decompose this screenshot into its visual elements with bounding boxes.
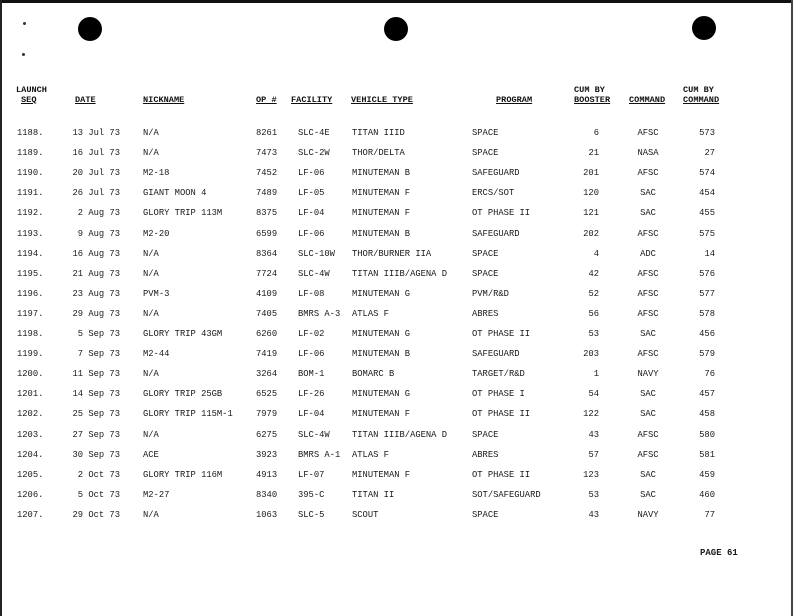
facility-cell: SLC-2W — [298, 148, 330, 159]
cum-by-command-cell: 574 — [699, 168, 715, 179]
command-cell: SAC — [640, 469, 656, 480]
cum-by-command-cell: 575 — [699, 228, 715, 239]
vehicle-type-cell: MINUTEMAN B — [352, 349, 411, 360]
launch-seq-cell: 1207. — [17, 509, 44, 520]
table-row — [0, 267, 793, 281]
table-row — [0, 146, 793, 160]
cum-by-booster-cell: 21 — [588, 148, 599, 159]
op-number-cell: 3264 — [256, 369, 278, 380]
cum-by-booster-cell: 42 — [588, 268, 599, 279]
launch-date-cell: 7 Sep 73 — [77, 349, 120, 360]
facility-cell: SLC-10W — [298, 248, 335, 259]
command-cell: AFSC — [637, 449, 659, 460]
launch-date-cell: 29 Oct 73 — [72, 509, 120, 520]
program-cell: SPACE — [472, 509, 499, 520]
nickname-cell: M2-44 — [143, 349, 170, 360]
program-cell: OT PHASE II — [472, 469, 531, 480]
vehicle-type-cell: MINUTEMAN F — [352, 208, 411, 219]
nickname-cell: GLORY TRIP 115M-1 — [143, 409, 233, 420]
nickname-cell: N/A — [143, 308, 159, 319]
op-number-cell: 3923 — [256, 449, 278, 460]
launch-seq-cell: 1196. — [17, 288, 44, 299]
cum-by-command-cell: 580 — [699, 429, 715, 440]
cum-by-booster-cell: 120 — [583, 188, 599, 199]
facility-cell: LF-06 — [298, 228, 325, 239]
launch-seq-cell: 1205. — [17, 469, 44, 480]
cum-by-booster-cell: 201 — [583, 168, 599, 179]
facility-cell: LF-04 — [298, 208, 325, 219]
cum-by-command-cell: 459 — [699, 469, 715, 480]
program-cell: ABRES — [472, 308, 499, 319]
header-date: DATE — [75, 95, 96, 105]
cum-by-command-cell: 576 — [699, 268, 715, 279]
facility-cell: SLC-4W — [298, 268, 330, 279]
op-number-cell: 7405 — [256, 308, 278, 319]
program-cell: SAFEGUARD — [472, 228, 520, 239]
nickname-cell: N/A — [143, 268, 159, 279]
cum-by-command-cell: 455 — [699, 208, 715, 219]
cum-by-command-cell: 14 — [704, 248, 715, 259]
command-cell: NASA — [637, 148, 659, 159]
cum-by-command-cell: 581 — [699, 449, 715, 460]
launch-seq-cell: 1193. — [17, 228, 44, 239]
facility-cell: LF-08 — [298, 288, 325, 299]
launch-seq-cell: 1201. — [17, 389, 44, 400]
header-cum-by-booster: CUM BY BOOSTER — [574, 85, 611, 105]
op-number-cell: 7979 — [256, 409, 278, 420]
op-number-cell: 6599 — [256, 228, 278, 239]
table-row — [0, 468, 793, 482]
program-cell: PVM/R&D — [472, 288, 509, 299]
op-number-cell: 6525 — [256, 389, 278, 400]
command-cell: SAC — [640, 208, 656, 219]
cum-by-command-cell: 457 — [699, 389, 715, 400]
op-number-cell: 7473 — [256, 148, 278, 159]
cum-by-command-cell: 458 — [699, 409, 715, 420]
cum-by-booster-cell: 43 — [588, 429, 599, 440]
vehicle-type-cell: MINUTEMAN F — [352, 469, 411, 480]
nickname-cell: N/A — [143, 128, 159, 138]
vehicle-type-cell: MINUTEMAN B — [352, 228, 411, 239]
command-cell: SAC — [640, 409, 656, 420]
nickname-cell: N/A — [143, 369, 159, 380]
nickname-cell: GLORY TRIP 113M — [143, 208, 223, 219]
nickname-cell: N/A — [143, 148, 159, 159]
command-cell: AFSC — [637, 168, 659, 179]
op-number-cell: 8340 — [256, 489, 278, 500]
facility-cell: BOM-1 — [298, 369, 325, 380]
cum-by-command-cell: 27 — [704, 148, 715, 159]
op-number-cell: 7489 — [256, 188, 278, 199]
command-cell: AFSC — [637, 429, 659, 440]
program-cell: SPACE — [472, 429, 499, 440]
facility-cell: LF-06 — [298, 168, 325, 179]
launch-seq-cell: 1198. — [17, 329, 44, 339]
op-number-cell: 4109 — [256, 288, 278, 299]
launch-seq-cell: 1194. — [17, 248, 44, 259]
command-cell: SAC — [640, 188, 656, 199]
cum-by-booster-cell: 43 — [588, 509, 599, 520]
launch-seq-cell: 1199. — [17, 349, 44, 360]
table-row — [0, 287, 793, 301]
table-row — [0, 126, 793, 140]
command-cell: AFSC — [637, 308, 659, 319]
vehicle-type-cell: MINUTEMAN G — [352, 288, 411, 299]
launch-seq-cell: 1206. — [17, 489, 44, 500]
vehicle-type-cell: TITAN IIIB/AGENA D — [352, 268, 448, 279]
page-number: PAGE 61 — [700, 548, 738, 558]
program-cell: SPACE — [472, 128, 499, 138]
op-number-cell: 6260 — [256, 329, 278, 339]
vehicle-type-cell: MINUTEMAN F — [352, 188, 411, 199]
nickname-cell: GLORY TRIP 43GM — [143, 329, 223, 339]
facility-cell: SLC-4E — [298, 128, 330, 138]
header-program: PROGRAM — [496, 95, 533, 105]
op-number-cell: 1063 — [256, 509, 278, 520]
vehicle-type-cell: ATLAS F — [352, 308, 389, 319]
cum-by-booster-cell: 202 — [583, 228, 599, 239]
launch-date-cell: 14 Sep 73 — [72, 389, 120, 400]
launch-seq-cell: 1200. — [17, 369, 44, 380]
launch-date-cell: 5 Sep 73 — [77, 329, 120, 339]
header-command: COMMAND — [629, 95, 666, 105]
program-cell: SAFEGUARD — [472, 168, 520, 179]
launch-seq-cell: 1189. — [17, 148, 44, 159]
vehicle-type-cell: MINUTEMAN G — [352, 389, 411, 400]
vehicle-type-cell: TITAN IIIB/AGENA D — [352, 429, 448, 440]
program-cell: OT PHASE II — [472, 409, 531, 420]
table-row — [0, 227, 793, 241]
table-row — [0, 428, 793, 442]
launch-date-cell: 20 Jul 73 — [72, 168, 120, 179]
facility-cell: LF-05 — [298, 188, 325, 199]
nickname-cell: N/A — [143, 509, 159, 520]
command-cell: AFSC — [637, 228, 659, 239]
launch-seq-cell: 1202. — [17, 409, 44, 420]
table-row — [0, 508, 793, 522]
launch-seq-cell: 1191. — [17, 188, 44, 199]
facility-cell: LF-07 — [298, 469, 325, 480]
cum-by-command-cell: 77 — [704, 509, 715, 520]
table-row — [0, 347, 793, 361]
table-row — [0, 247, 793, 261]
nickname-cell: M2-27 — [143, 489, 170, 500]
launch-date-cell: 13 Jul 73 — [72, 128, 120, 138]
header-vehicle-type: VEHICLE TYPE — [351, 95, 413, 105]
command-cell: NAVY — [637, 369, 659, 380]
launch-date-cell: 25 Sep 73 — [72, 409, 120, 420]
vehicle-type-cell: TITAN II — [352, 489, 395, 500]
cum-by-booster-cell: 57 — [588, 449, 599, 460]
program-cell: SOT/SAFEGUARD — [472, 489, 541, 500]
cum-by-booster-cell: 6 — [593, 128, 599, 138]
launch-seq-cell: 1190. — [17, 168, 44, 179]
vehicle-type-cell: SCOUT — [352, 509, 379, 520]
facility-cell: BMRS A-1 — [298, 449, 341, 460]
cum-by-command-cell: 578 — [699, 308, 715, 319]
launch-seq-cell: 1204. — [17, 449, 44, 460]
punch-hole-center — [384, 17, 408, 41]
command-cell: AFSC — [637, 349, 659, 360]
cum-by-command-cell: 460 — [699, 489, 715, 500]
launch-date-cell: 26 Jul 73 — [72, 188, 120, 199]
command-cell: AFSC — [637, 128, 659, 138]
facility-cell: LF-02 — [298, 329, 325, 339]
cum-by-booster-cell: 53 — [588, 489, 599, 500]
table-row — [0, 307, 793, 321]
cum-by-command-cell: 577 — [699, 288, 715, 299]
op-number-cell: 7724 — [256, 268, 278, 279]
cum-by-booster-cell: 121 — [583, 208, 599, 219]
table-row — [0, 488, 793, 502]
vehicle-type-cell: MINUTEMAN B — [352, 168, 411, 179]
punch-hole-right — [692, 16, 716, 40]
facility-cell: SLC-4W — [298, 429, 330, 440]
header-nickname: NICKNAME — [143, 95, 185, 105]
op-number-cell: 8261 — [256, 128, 278, 138]
launch-seq-cell: 1192. — [17, 208, 44, 219]
cum-by-booster-cell: 203 — [583, 349, 599, 360]
command-cell: AFSC — [637, 268, 659, 279]
program-cell: ERCS/SOT — [472, 188, 515, 199]
cum-by-command-cell: 454 — [699, 188, 715, 199]
speck-mark — [23, 22, 26, 25]
speck-mark — [22, 53, 25, 56]
command-cell: SAC — [640, 329, 656, 339]
table-row — [0, 166, 793, 180]
facility-cell: BMRS A-3 — [298, 308, 341, 319]
launch-seq-cell: 1188. — [17, 128, 44, 138]
header-facility: FACILITY — [291, 95, 333, 105]
command-cell: AFSC — [637, 288, 659, 299]
program-cell: SAFEGUARD — [472, 349, 520, 360]
cum-by-booster-cell: 54 — [588, 389, 599, 400]
header-cum-by-command: CUM BY COMMAND — [683, 85, 720, 105]
cum-by-command-cell: 76 — [704, 369, 715, 380]
table-row — [0, 407, 793, 421]
facility-cell: SLC-5 — [298, 509, 325, 520]
vehicle-type-cell: ATLAS F — [352, 449, 389, 460]
launch-date-cell: 2 Aug 73 — [77, 208, 120, 219]
nickname-cell: PVM-3 — [143, 288, 170, 299]
program-cell: TARGET/R&D — [472, 369, 525, 380]
launch-date-cell: 11 Sep 73 — [72, 369, 120, 380]
facility-cell: LF-26 — [298, 389, 325, 400]
vehicle-type-cell: THOR/BURNER IIA — [352, 248, 432, 259]
table-row — [0, 387, 793, 401]
op-number-cell: 8375 — [256, 208, 278, 219]
facility-cell: 395-C — [298, 489, 325, 500]
program-cell: SPACE — [472, 148, 499, 159]
cum-by-booster-cell: 53 — [588, 329, 599, 339]
op-number-cell: 6275 — [256, 429, 278, 440]
op-number-cell: 7419 — [256, 349, 278, 360]
command-cell: SAC — [640, 389, 656, 400]
command-cell: NAVY — [637, 509, 659, 520]
nickname-cell: M2-20 — [143, 228, 170, 239]
op-number-cell: 8364 — [256, 248, 278, 259]
table-row — [0, 206, 793, 220]
cum-by-booster-cell: 122 — [583, 409, 599, 420]
launch-date-cell: 9 Aug 73 — [77, 228, 120, 239]
launch-date-cell: 5 Oct 73 — [77, 489, 120, 500]
launch-date-cell: 29 Aug 73 — [72, 308, 120, 319]
cum-by-booster-cell: 56 — [588, 308, 599, 319]
nickname-cell: M2-18 — [143, 168, 170, 179]
program-cell: SPACE — [472, 268, 499, 279]
nickname-cell: N/A — [143, 429, 159, 440]
op-number-cell: 7452 — [256, 168, 278, 179]
command-cell: ADC — [640, 248, 656, 259]
cum-by-booster-cell: 123 — [583, 469, 599, 480]
cum-by-command-cell: 579 — [699, 349, 715, 360]
table-row — [0, 186, 793, 200]
nickname-cell: GLORY TRIP 25GB — [143, 389, 223, 400]
vehicle-type-cell: MINUTEMAN F — [352, 409, 411, 420]
launch-seq-cell: 1197. — [17, 308, 44, 319]
nickname-cell: ACE — [143, 449, 159, 460]
launch-date-cell: 2 Oct 73 — [77, 469, 120, 480]
program-cell: SPACE — [472, 248, 499, 259]
launch-date-cell: 30 Sep 73 — [72, 449, 120, 460]
vehicle-type-cell: MINUTEMAN G — [352, 329, 411, 339]
launch-date-cell: 27 Sep 73 — [72, 429, 120, 440]
page-top-edge — [0, 0, 793, 3]
launch-date-cell: 16 Aug 73 — [72, 248, 120, 259]
launch-date-cell: 23 Aug 73 — [72, 288, 120, 299]
cum-by-booster-cell: 52 — [588, 288, 599, 299]
nickname-cell: N/A — [143, 248, 159, 259]
cum-by-booster-cell: 1 — [593, 369, 599, 380]
cum-by-command-cell: 573 — [699, 128, 715, 138]
cum-by-booster-cell: 4 — [593, 248, 599, 259]
nickname-cell: GIANT MOON 4 — [143, 188, 207, 199]
vehicle-type-cell: THOR/DELTA — [352, 148, 405, 159]
vehicle-type-cell: TITAN IIID — [352, 128, 405, 138]
command-cell: SAC — [640, 489, 656, 500]
launch-seq-cell: 1195. — [17, 268, 44, 279]
header-op: OP # — [256, 95, 277, 105]
facility-cell: LF-06 — [298, 349, 325, 360]
launch-date-cell: 16 Jul 73 — [72, 148, 120, 159]
facility-cell: LF-04 — [298, 409, 325, 420]
program-cell: OT PHASE II — [472, 329, 531, 339]
header-launch-seq: LAUNCH SEQ — [16, 85, 47, 105]
cum-by-command-cell: 456 — [699, 329, 715, 339]
vehicle-type-cell: BOMARC B — [352, 369, 395, 380]
punch-hole-left — [78, 17, 102, 41]
launch-seq-cell: 1203. — [17, 429, 44, 440]
program-cell: ABRES — [472, 449, 499, 460]
table-row — [0, 367, 793, 381]
launch-date-cell: 21 Aug 73 — [72, 268, 120, 279]
nickname-cell: GLORY TRIP 116M — [143, 469, 223, 480]
table-row — [0, 448, 793, 462]
op-number-cell: 4913 — [256, 469, 278, 480]
program-cell: OT PHASE II — [472, 208, 531, 219]
program-cell: OT PHASE I — [472, 389, 525, 400]
table-row — [0, 327, 793, 341]
